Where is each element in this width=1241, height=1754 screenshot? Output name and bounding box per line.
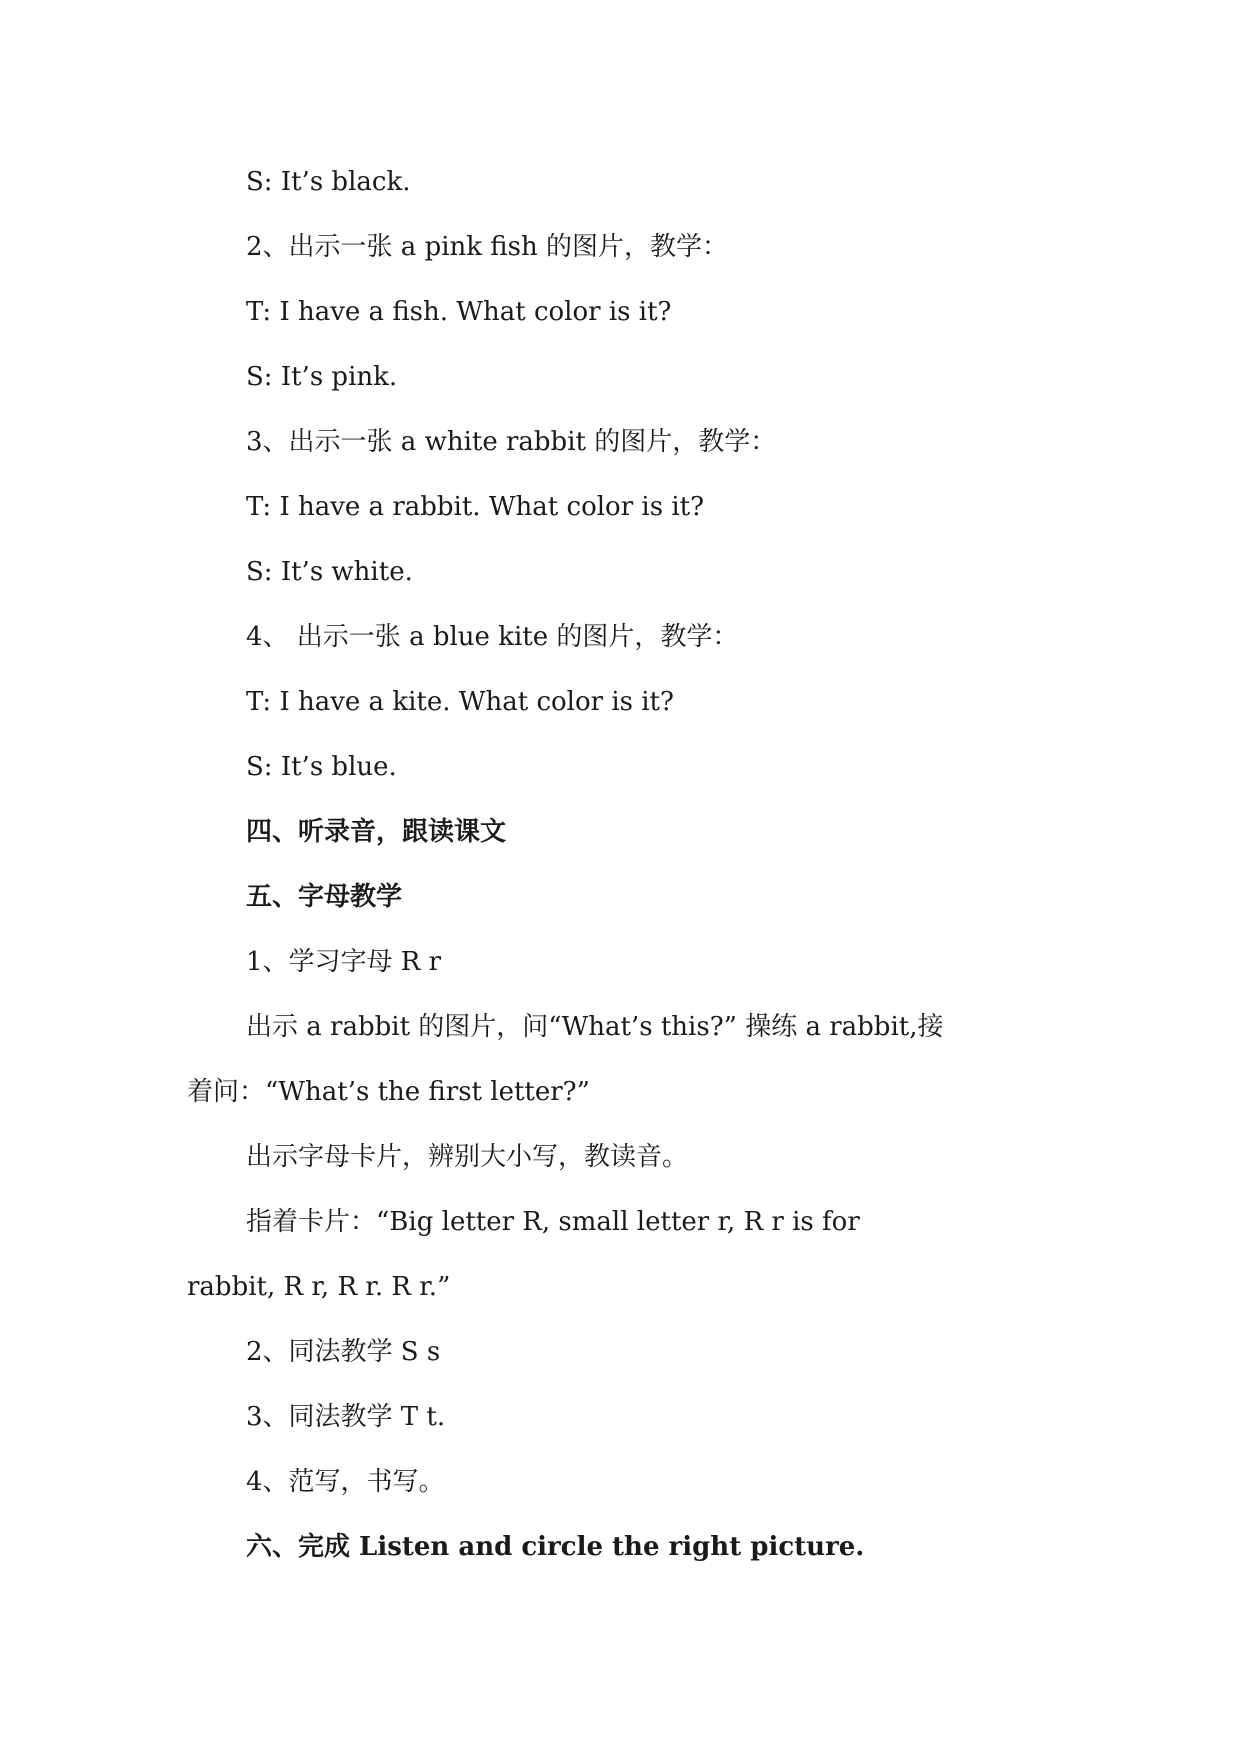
paragraph-pointing-card: 指着卡片：“Big letter R, small letter r, R r is for	[246, 1207, 860, 1237]
section-heading-4: 四、听录音，跟读课文	[246, 817, 507, 847]
step-1-letter-r: 1、学习字母 R r	[246, 947, 442, 977]
paragraph-pointing-card-continued: rabbit, R r, R r. R r.”	[187, 1272, 451, 1302]
step-2-pink-fish: 2、出示一张 a pink fish 的图片，教学：	[246, 232, 728, 262]
dialogue-teacher-kite: T: I have a kite. What color is it?	[246, 687, 674, 717]
dialogue-teacher-rabbit: T: I have a rabbit. What color is it?	[246, 492, 705, 522]
step-3-letter-t: 3、同法教学 T t.	[246, 1402, 446, 1432]
step-4-writing: 4、范写，书写。	[246, 1467, 445, 1497]
section-heading-6: 六、完成 Listen and circle the right picture.	[246, 1532, 865, 1562]
dialogue-student-blue: S: It’s blue.	[246, 752, 397, 782]
dialogue-student-white: S: It’s white.	[246, 557, 413, 587]
dialogue-student-black: S: It’s black.	[246, 167, 411, 197]
paragraph-rabbit-question-continued: 着问：“What’s the first letter?”	[187, 1077, 590, 1107]
step-2-letter-s: 2、同法教学 S s	[246, 1337, 441, 1367]
step-4-blue-kite: 4、 出示一张 a blue kite 的图片，教学：	[246, 622, 739, 652]
dialogue-teacher-fish: T: I have a fish. What color is it?	[246, 297, 672, 327]
section-heading-5: 五、字母教学	[246, 882, 403, 912]
paragraph-letter-cards: 出示字母卡片，辨别大小写，教读音。	[246, 1142, 689, 1172]
step-3-white-rabbit: 3、出示一张 a white rabbit 的图片，教学：	[246, 427, 777, 457]
paragraph-rabbit-question: 出示 a rabbit 的图片，问“What’s this?” 操练 a rabbit,接	[246, 1012, 944, 1042]
dialogue-student-pink: S: It’s pink.	[246, 362, 398, 392]
